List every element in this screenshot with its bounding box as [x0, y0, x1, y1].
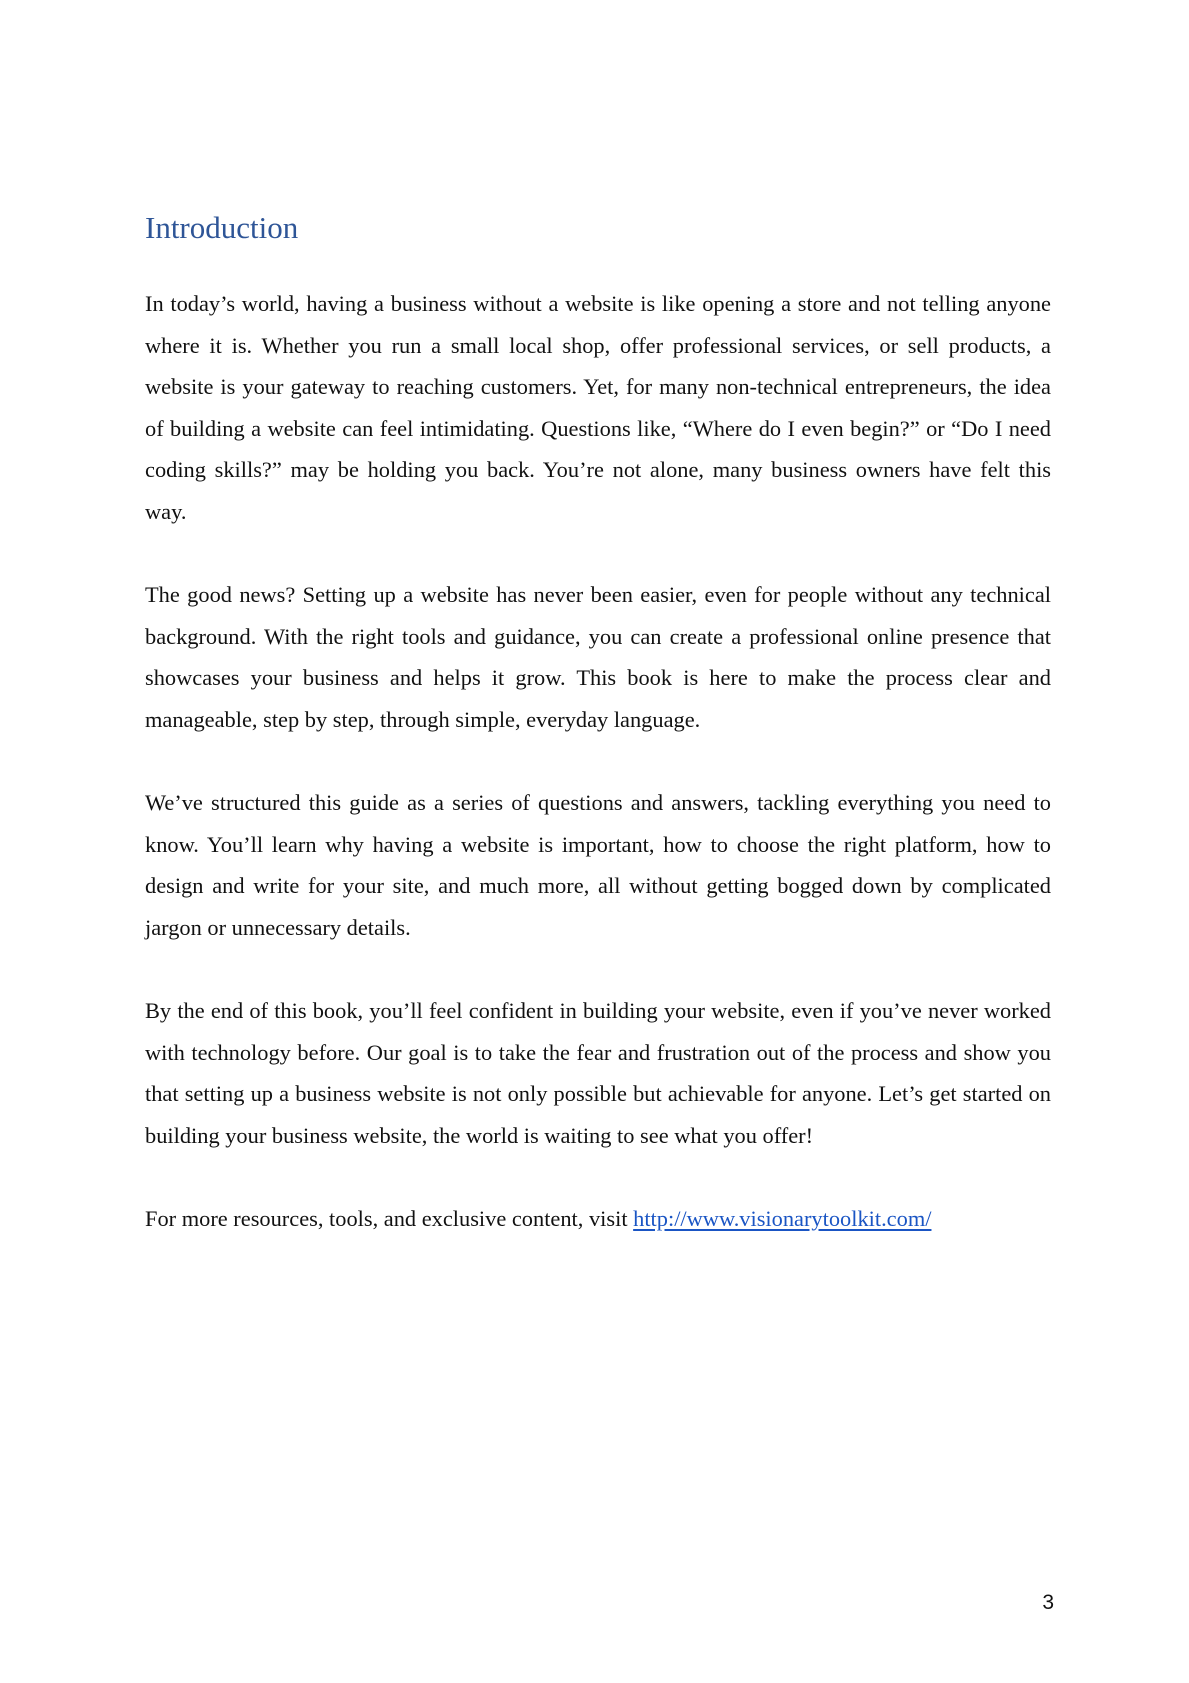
section-heading: Introduction: [145, 210, 299, 245]
website-link[interactable]: http://www.visionarytoolkit.com/: [633, 1206, 932, 1231]
intro-paragraph-4: By the end of this book, you’ll feel confident in building your website, even if you’ve never worked with technology before. Our goal is to take the fear and frustration out of the process and show you that setting up a business website is not only possible but achievable for anyone. Let’s get started on building your business website, the world is waiting to see what you offer!: [145, 998, 1051, 1148]
intro-paragraph-3: We’ve structured this guide as a series of questions and answers, tackling everything you need to know. You’ll learn why having a website is important, how to choose the right platform, how to design and write for your site, and much more, all without getting bogged down by complicated jargon or unnecessary details.: [145, 790, 1051, 940]
resources-text: For more resources, tools, and exclusive content, visit: [145, 1206, 634, 1231]
intro-paragraph-1: In today’s world, having a business without a website is like opening a store and not telling anyone where it is. Whether you run a small local shop, offer professional services, or sell products, a website is your gateway to reaching customers. Yet, for many non-technical entrepreneurs, the idea of building a website can feel intimidating. Questions like, “Where do I even begin?” or “Do I need coding skills?” may be holding you back. You’re not alone, many business owners have felt this way.: [145, 291, 1051, 524]
resources-paragraph: [145, 1198, 1051, 1240]
intro-paragraph-2: The good news? Setting up a website has never been easier, even for people without any technical background. With the right tools and guidance, you can create a professional online presence that showcases your business and helps it grow. This book is here to make the process clear and manageable, step by step, through simple, everyday language.: [145, 582, 1051, 732]
page-number: 3: [1042, 1591, 1054, 1614]
